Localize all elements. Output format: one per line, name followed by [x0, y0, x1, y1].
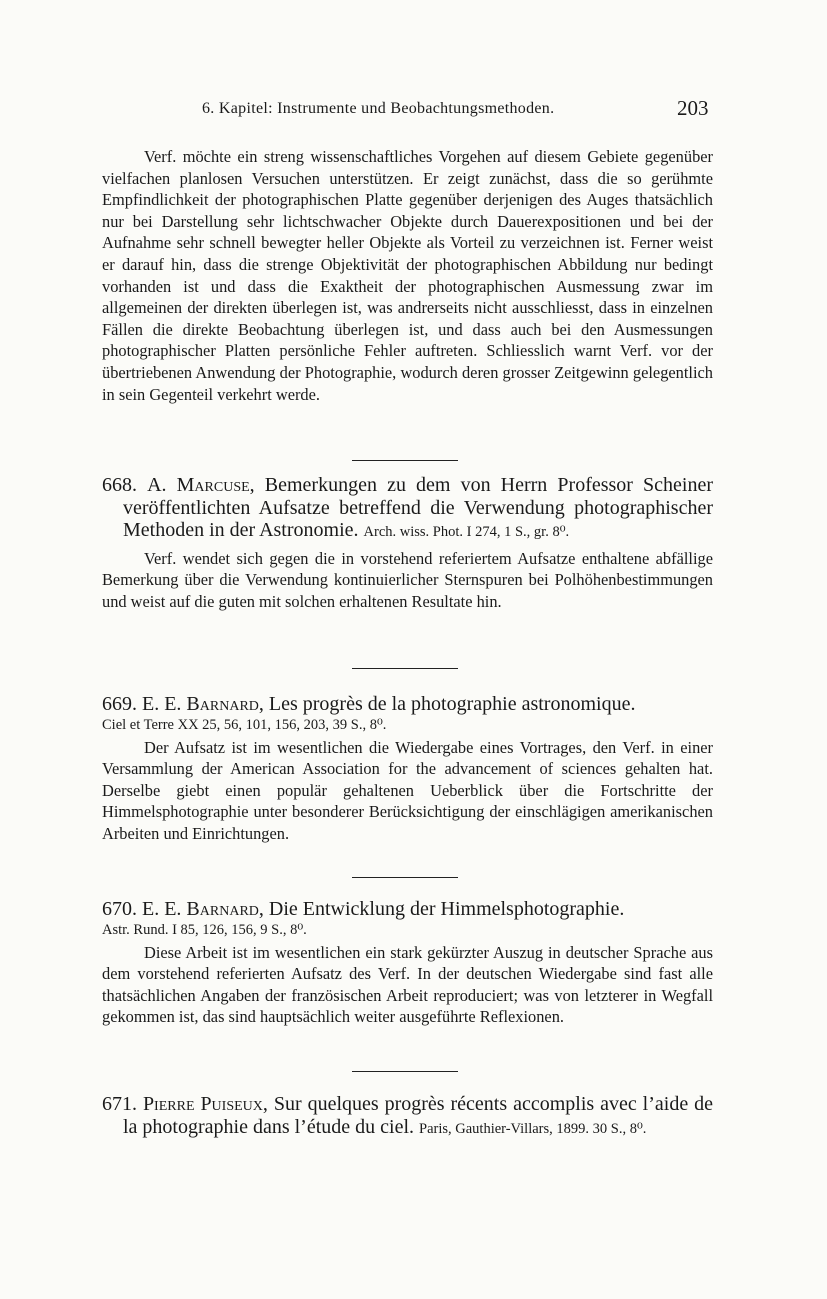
entry-668 [102, 474, 713, 612]
chapter-title: 6. Kapitel: Instrumente und Beobachtungsmethoden. [202, 100, 555, 117]
entry-author: E. E. Barnard, [142, 898, 264, 920]
entry-heading [102, 898, 713, 940]
entry-author: Pierre Puiseux, [142, 1093, 268, 1115]
entry-body: Diese Arbeit ist im wesentlichen ein stark gekürzter Auszug in deutscher Sprache aus dem vorstehend referierten Aufsatz des Verf. In der deutschen Wiedergabe sind fast alle thatsächlichen Angaben der französischen Arbeit reproduciert; was von letzterer in Wegfall gekommen ist, das sind hauptsächlich weiter ausgeführte Reflexionen. [102, 942, 713, 1027]
entry-heading [102, 1093, 713, 1140]
intro-paragraph: Verf. möchte ein streng wissenschaftliches Vorgehen auf diesem Gebiete gegenüber vielfachen planlosen Versuchen unterstützen. Er zeigt zunächst, dass die so gerühmte Empfindlichkeit der photographischen Platte gegenüber derjenigen des Auges thatsächlich nur bei Darstellung sehr lichtschwacher Objekte durch Dauerexpositionen und bei der Aufnahme sehr schnell bewegter heller Objekte als Vorteil zu verzeichnen ist. Ferner weist er darauf hin, dass die strenge Objektivität der photographischen Abbildung nur bedingt vorhanden ist und dass die Exaktheit der photographischen Ausmessung zwar im allgemeinen der direkten überlegen ist, was andrerseits nicht ausschliesst, dass in einzelnen Fällen die direkte Beobachtung überlegen ist, und dass auch bei den Ausmessungen photographischer Platten persönliche Fehler auftreten. Schliesslich warnt Verf. vor der übertriebenen Anwendung der Photographie, wodurch deren grosser Zeitgewinn gelegentlich in sein Gegenteil verkehrt werde. [102, 147, 713, 404]
separator-rule [352, 1071, 458, 1072]
entry-title: Bemerkungen zu dem von Herrn Professor Scheiner veröffentlichten Aufsatze betreffend die Verwendung photographischer Methoden in der Astronomie. [123, 474, 714, 541]
entry-author: E. E. Barnard, [142, 693, 264, 715]
separator-rule [352, 877, 458, 878]
entry-number: 669. [102, 693, 137, 715]
separator-rule [352, 668, 458, 669]
page-number: 203 [677, 96, 709, 120]
entry-source: Arch. wiss. Phot. I 274, 1 S., gr. 8⁰. [363, 524, 570, 540]
entry-671 [102, 1093, 713, 1140]
entry-source: Paris, Gauthier-Villars, 1899. 30 S., 8⁰. [419, 1120, 647, 1137]
entry-body: Der Aufsatz ist im wesentlichen die Wiedergabe eines Vortrages, den Verf. in einer Versammlung der American Association for the advancement of sciences gehalten hat. Derselbe giebt einen populär gehaltenen Ueberblick über die Fortschritte der Himmelsphotographie unter besonderer Berücksichtigung der einschlägigen amerikanischen Arbeiten und Einrichtungen. [102, 737, 713, 843]
entry-source: Ciel et Terre XX 25, 56, 101, 156, 203, 39 S., 8⁰. [102, 716, 387, 733]
intro-section [102, 146, 713, 405]
entry-title: Sur quelques progrès récents accomplis avec l’aide de la photographie dans l’étude du ciel. [123, 1093, 714, 1138]
entry-heading [102, 693, 713, 735]
entry-number: 670. [102, 898, 137, 920]
running-header [0, 96, 827, 128]
entry-title: Les progrès de la photographie astronomique. [268, 693, 636, 715]
entry-670 [102, 898, 713, 1028]
entry-heading [102, 474, 713, 544]
separator-rule [352, 460, 458, 461]
entry-body: Verf. wendet sich gegen die in vorstehend referiertem Aufsatze enthaltene abfällige Bemerkung über die Verwendung kontinuierlicher Sternspuren bei Polhöhenbestimmungen und weist auf die guten mit solchen erhaltenen Resultate hin. [102, 548, 713, 611]
entry-title: Die Entwicklung der Himmelsphotographie. [268, 898, 625, 920]
entry-number: 671. [102, 1093, 137, 1115]
entry-source: Astr. Rund. I 85, 126, 156, 9 S., 8⁰. [102, 921, 307, 938]
entry-author: A. Marcuse, [147, 474, 255, 496]
entry-669 [102, 693, 713, 844]
entry-number: 668. [102, 474, 137, 496]
